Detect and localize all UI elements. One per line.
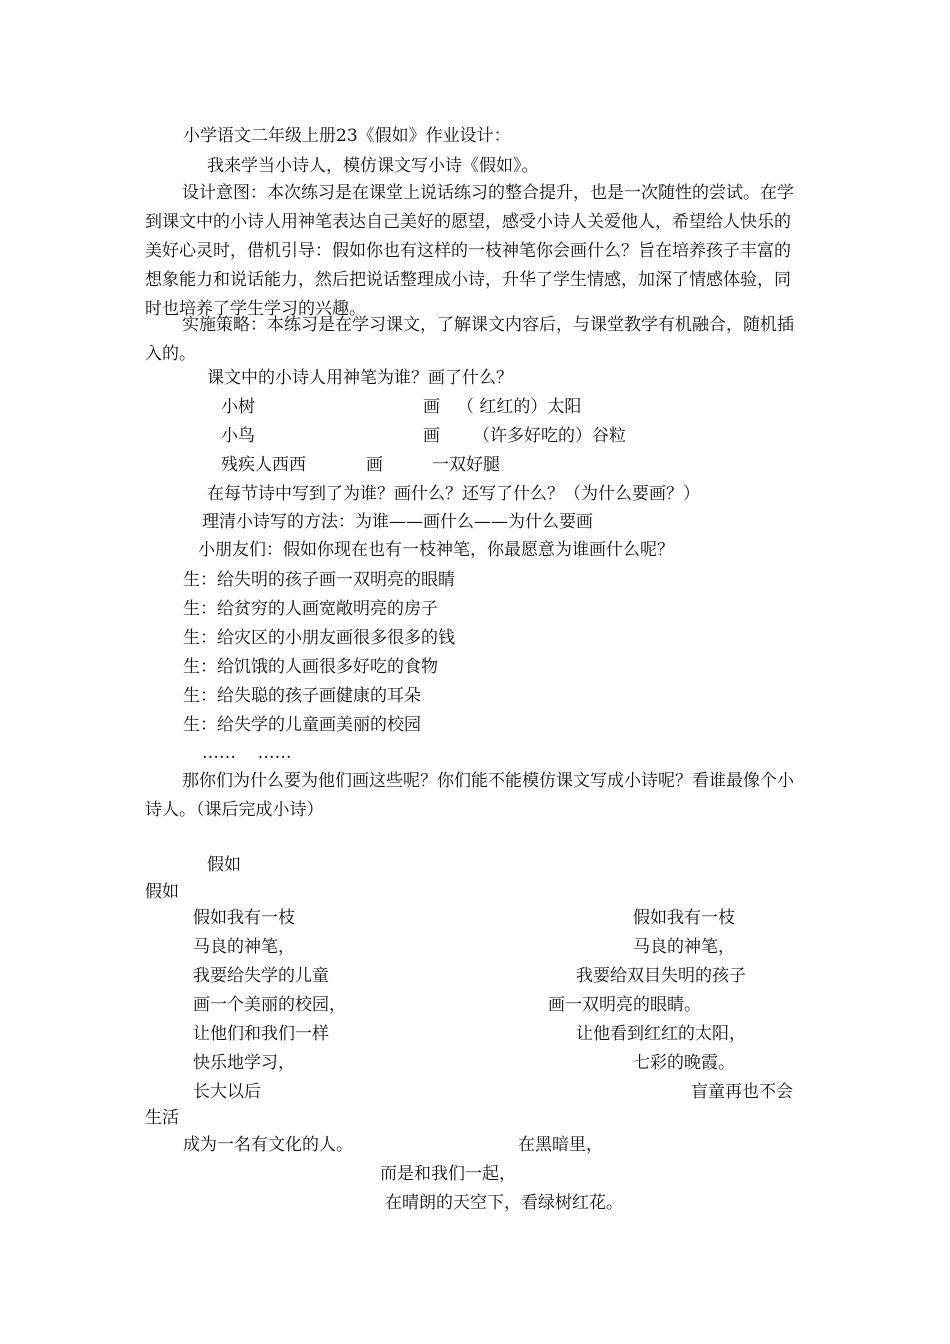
method-line: 理清小诗写的方法：为谁——画什么——为什么要画	[202, 512, 593, 532]
left-poem-line-5: 让他们和我们一样	[193, 1024, 329, 1044]
left-poem-last-line: 成为一名有文化的人。	[183, 1135, 353, 1155]
right-poem-line-2: 马良的神笔，	[633, 937, 735, 957]
right-poem-line-3: 我要给双目失明的孩子	[576, 966, 746, 986]
question-1: 课文中的小诗人用神笔为谁？画了什么？	[207, 368, 513, 388]
left-poem-line-6: 快乐地学习，	[193, 1053, 295, 1073]
closing-paragraph: 那你们为什么要为他们画这些呢？你们能不能模仿课文写成小诗呢？看谁最像个小诗人。（课后完成小诗）	[145, 771, 794, 820]
answer-5: 生：给失聪的孩子画健康的耳朵	[183, 686, 421, 706]
left-poem-line-3: 我要给失学的儿童	[193, 966, 329, 986]
answer-6: 生：给失学的儿童画美丽的校园	[183, 715, 421, 735]
answer-3: 生：给灾区的小朋友画很多很多的钱	[183, 628, 455, 648]
doc-title: 小学语文二年级上册23《假如》作业设计：	[183, 126, 511, 146]
ellipsis-line: …… ……	[202, 743, 292, 763]
left-poem-line-7: 长大以后	[193, 1082, 261, 1102]
left-poem-line-2: 马良的神笔，	[193, 937, 295, 957]
left-poem-line-4: 画一个美丽的校园，	[193, 995, 346, 1015]
right-poem-tail-2: 而是和我们一起，	[380, 1164, 516, 1184]
table-verb-2: 画	[423, 426, 440, 446]
answer-1: 生：给失明的孩子画一双明亮的眼睛	[183, 570, 455, 590]
table-verb-1: 画	[423, 397, 440, 417]
answer-2: 生：给贫穷的人画宽敞明亮的房子	[183, 599, 438, 619]
right-poem-tail-3: 在晴朗的天空下，看绿树红花。	[385, 1193, 623, 1213]
right-poem-line-6: 七彩的晚霞。	[633, 1053, 735, 1073]
answer-4: 生：给饥饿的人画很多好吃的食物	[183, 657, 438, 677]
table-what-3: 一双好腿	[432, 455, 500, 475]
poem-heading: 假如	[207, 855, 241, 875]
strategy-paragraph: 实施策略：本练习是在学习课文，了解课文内容后，与课堂教学有机融合，随机插入的。	[145, 315, 794, 364]
table-verb-3: 画	[366, 455, 383, 475]
table-who-2: 小鸟	[221, 426, 255, 446]
right-poem-line-4: 画一双明亮的眼睛。	[548, 995, 701, 1015]
table-who-1: 小树	[221, 397, 255, 417]
table-who-3: 残疾人西西	[221, 455, 306, 475]
question-3: 小朋友们：假如你现在也有一枝神笔，你最愿意为谁画什么呢？	[198, 540, 674, 560]
table-what-1: （ 红红的）太阳	[457, 397, 582, 417]
question-2: 在每节诗中写到了为谁？画什么？还写了什么？（为什么要画？）	[207, 484, 700, 504]
table-what-2: （许多好吃的）谷粒	[473, 426, 626, 446]
left-poem-line-1: 假如我有一枝	[193, 908, 295, 928]
design-intent-paragraph: 设计意图：本次练习是在课堂上说话练习的整合提升，也是一次随性的尝试。在学到课文中的小诗人用神笔表达自己美好的愿望，感受小诗人关爱他人，希望给人快乐的美好心灵时，借机引导：假如你也有这样的一枝神笔你会画什么？旨在培养孩子丰富的想象能力和说话能力，然后把说话整理成小诗，升华了学生情感，加深了情感体验，同时也培养了学生学习的兴趣。	[145, 183, 794, 319]
wrapped-word: 生活	[145, 1108, 179, 1128]
poem-heading-2: 假如	[145, 882, 179, 902]
right-poem-line-7: 盲童再也不会	[691, 1082, 793, 1102]
right-poem-tail-1: 在黑暗里，	[518, 1135, 603, 1155]
right-poem-line-1: 假如我有一枝	[633, 908, 735, 928]
task-line: 我来学当小诗人，模仿课文写小诗《假如》。	[207, 156, 539, 176]
right-poem-line-5: 让他看到红红的太阳，	[576, 1024, 746, 1044]
